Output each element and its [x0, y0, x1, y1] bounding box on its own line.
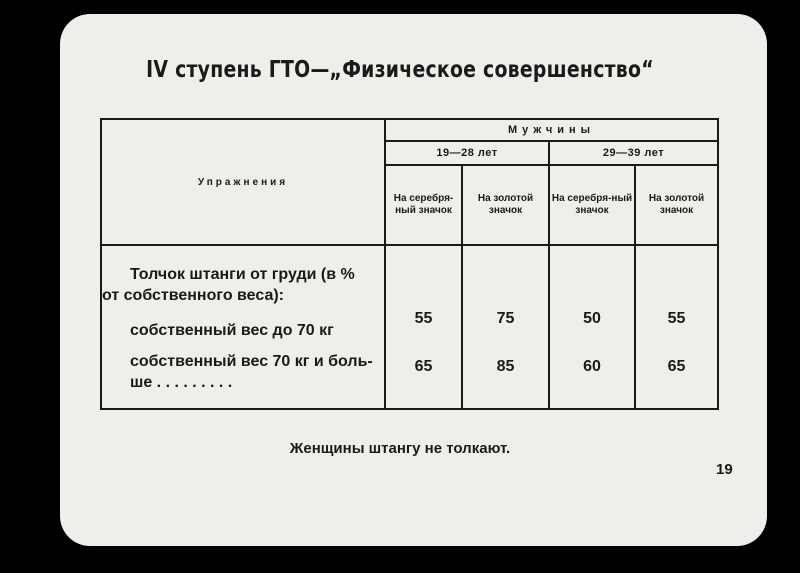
badge-header: На серебря-ный значок [549, 165, 635, 245]
page-title: IV ступень ГТО—„Физическое совершенство“ [146, 57, 654, 83]
men-header: Мужчины [385, 119, 718, 141]
value-column [635, 245, 718, 409]
weight-class-label: ше . . . . . . . . . [130, 374, 233, 391]
table-header-row [101, 119, 718, 141]
exercise-title-line: от собственного веса): [102, 287, 284, 304]
badge-header: На серебря-ный значок [385, 165, 462, 245]
exercise-title-line: Толчок штанги от груди (в % [130, 266, 355, 283]
badge-header: На золотой значок [635, 165, 718, 245]
value-column [385, 245, 462, 409]
footnote: Женщины штангу не толкают. [289, 440, 511, 457]
page-number: 19 [716, 461, 733, 478]
value-column [549, 245, 635, 409]
exercise-cell [101, 245, 385, 409]
age-group-header: 29—39 лет [549, 141, 718, 165]
value-cell: 85 [496, 358, 515, 375]
exercises-header: Упражнения [101, 119, 385, 245]
value-cell: 55 [667, 310, 686, 327]
weight-class-label: собственный вес 70 кг и боль- [130, 353, 373, 370]
value-cell: 65 [414, 358, 433, 375]
value-cell: 60 [583, 358, 601, 375]
weight-class-label: собственный вес до 70 кг [130, 322, 334, 339]
table-row [101, 245, 718, 409]
value-column [462, 245, 549, 409]
value-cell: 65 [667, 358, 686, 375]
age-group-header: 19—28 лет [385, 141, 549, 165]
value-cell: 75 [496, 310, 515, 327]
value-cell: 55 [414, 310, 433, 327]
norms-table [100, 118, 719, 410]
badge-header: На золотой значок [462, 165, 549, 245]
value-cell: 50 [583, 310, 601, 327]
